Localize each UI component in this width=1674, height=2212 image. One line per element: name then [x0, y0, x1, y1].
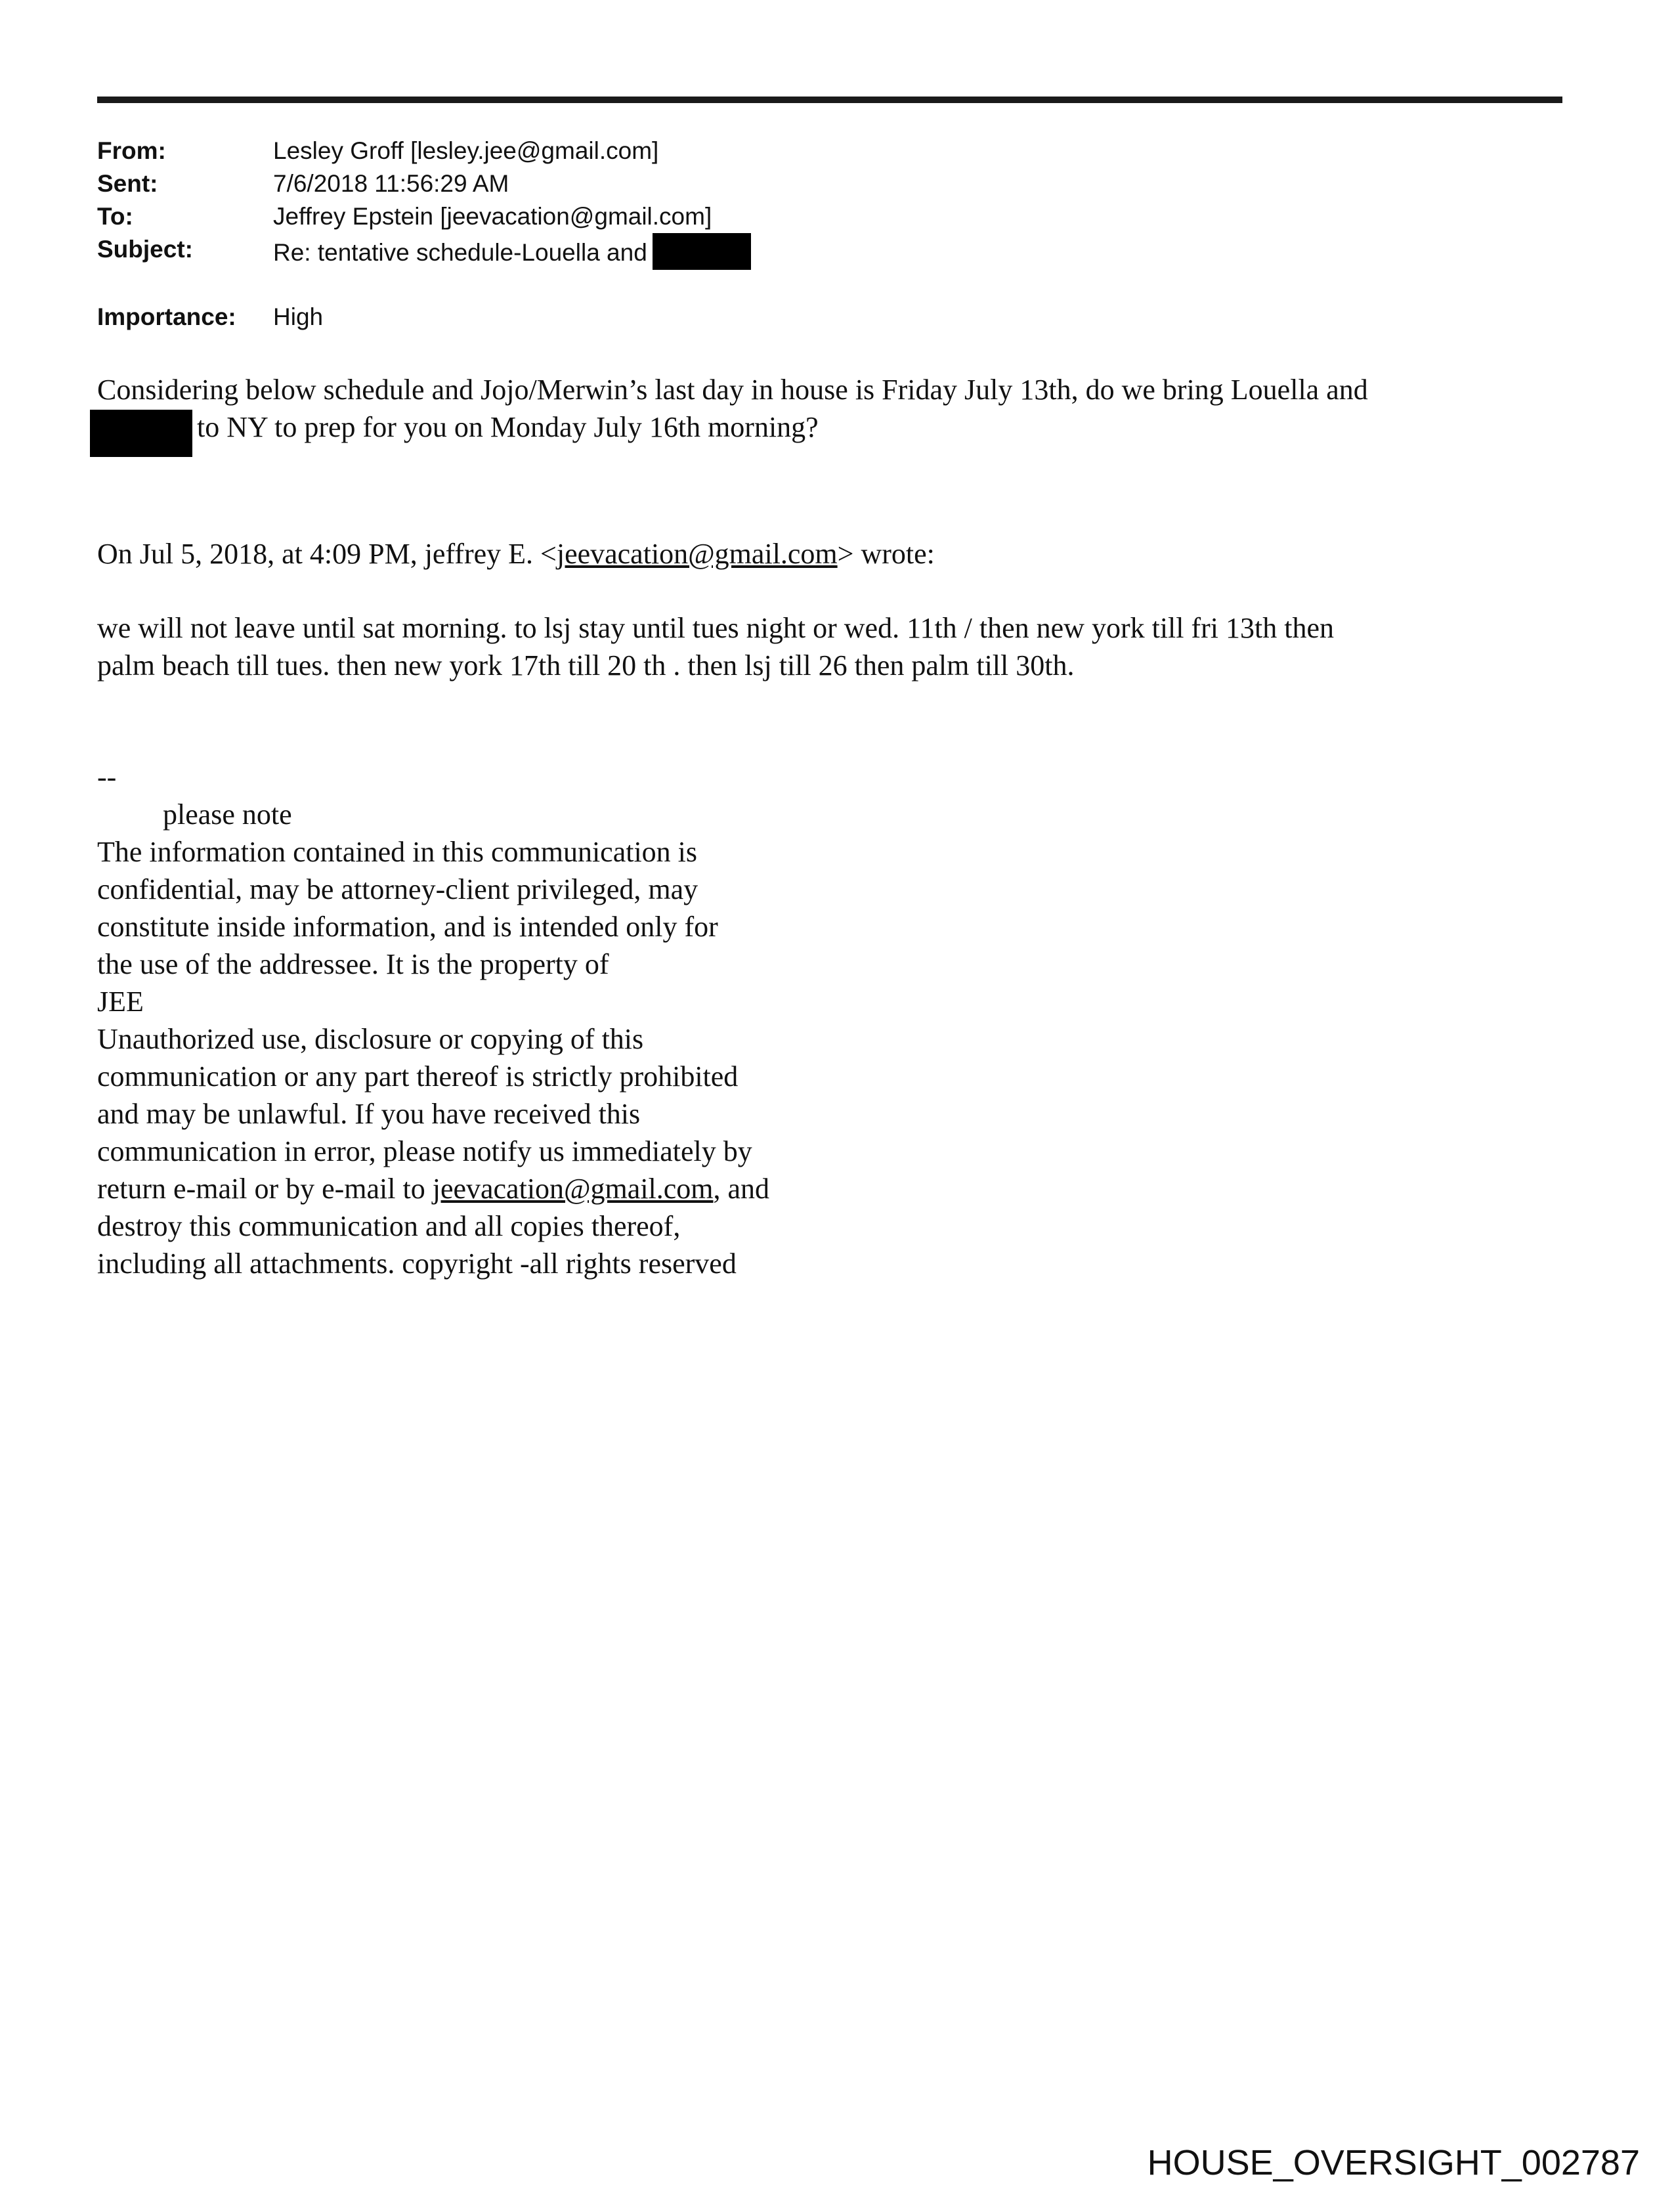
disclaimer-line: including all attachments. copyright -all rights reserved	[97, 1247, 737, 1280]
disclaimer-email-link[interactable]: jeevacation@gmail.com	[432, 1173, 714, 1205]
subject-value-wrap	[273, 233, 751, 270]
to-value: Jeffrey Epstein [jeevacation@gmail.com]	[273, 203, 712, 230]
importance-label: Importance:	[97, 303, 236, 330]
disclaimer-line	[97, 1170, 769, 1207]
disclaimer-line: Unauthorized use, disclosure or copying of this	[97, 1023, 644, 1055]
disclaimer-line: constitute inside information, and is intended only for	[97, 911, 718, 943]
disclaimer-line: The information contained in this communication is	[97, 836, 698, 868]
sent-label: Sent:	[97, 170, 158, 197]
redaction-box	[90, 410, 192, 457]
quoted-line: palm beach till tues. then new york 17th till 20 th . then lsj till 26 then palm till 30th.	[97, 649, 1075, 682]
reply-line: to NY to prep for you on Monday July 16th morning?	[197, 411, 819, 443]
disclaimer-line: destroy this communication and all copies thereof,	[97, 1210, 681, 1242]
quoted-intro	[97, 535, 935, 573]
disclaimer-line: communication in error, please notify us immediately by	[97, 1135, 752, 1167]
from-value: Lesley Groff [lesley.jee@gmail.com]	[273, 137, 659, 164]
disclaimer-text: return e-mail or by e-mail to	[97, 1173, 433, 1205]
redaction-box	[653, 233, 751, 270]
subject-value: Re: tentative schedule-Louella and	[273, 239, 647, 266]
reply-line: Considering below schedule and Jojo/Merwin’s last day in house is Friday July 13th, do we bring Louella and	[97, 374, 1368, 406]
quoted-line: we will not leave until sat morning. to lsj stay until tues night or wed. 11th / then new york till fri 13th then	[97, 612, 1335, 644]
quoted-intro-suffix: > wrote:	[837, 538, 935, 570]
disclaimer-line: the use of the addressee. It is the property of	[97, 948, 609, 980]
confidentiality-disclaimer	[97, 833, 769, 1282]
subject-label: Subject:	[97, 236, 193, 263]
signature-separator: --	[97, 761, 117, 793]
sender-email-link[interactable]: jeevacation@gmail.com	[556, 538, 838, 570]
importance-value: High	[273, 303, 324, 330]
disclaimer-line: confidential, may be attorney-client privileged, may	[97, 873, 698, 905]
from-label: From:	[97, 137, 166, 164]
importance-row	[97, 301, 491, 334]
to-label: To:	[97, 203, 133, 230]
sent-value: 7/6/2018 11:56:29 AM	[273, 170, 509, 197]
disclaimer-line: and may be unlawful. If you have received this	[97, 1098, 641, 1130]
bates-number: HOUSE_OVERSIGHT_002787	[1147, 2143, 1640, 2182]
signature-note: please note	[163, 798, 292, 831]
disclaimer-line: communication or any part thereof is strictly prohibited	[97, 1060, 739, 1093]
disclaimer-line: JEE	[97, 986, 144, 1018]
quoted-intro-text: On Jul 5, 2018, at 4:09 PM, jeffrey E. <	[97, 538, 557, 570]
header-divider	[97, 97, 1562, 103]
disclaimer-text: , and	[713, 1173, 770, 1205]
